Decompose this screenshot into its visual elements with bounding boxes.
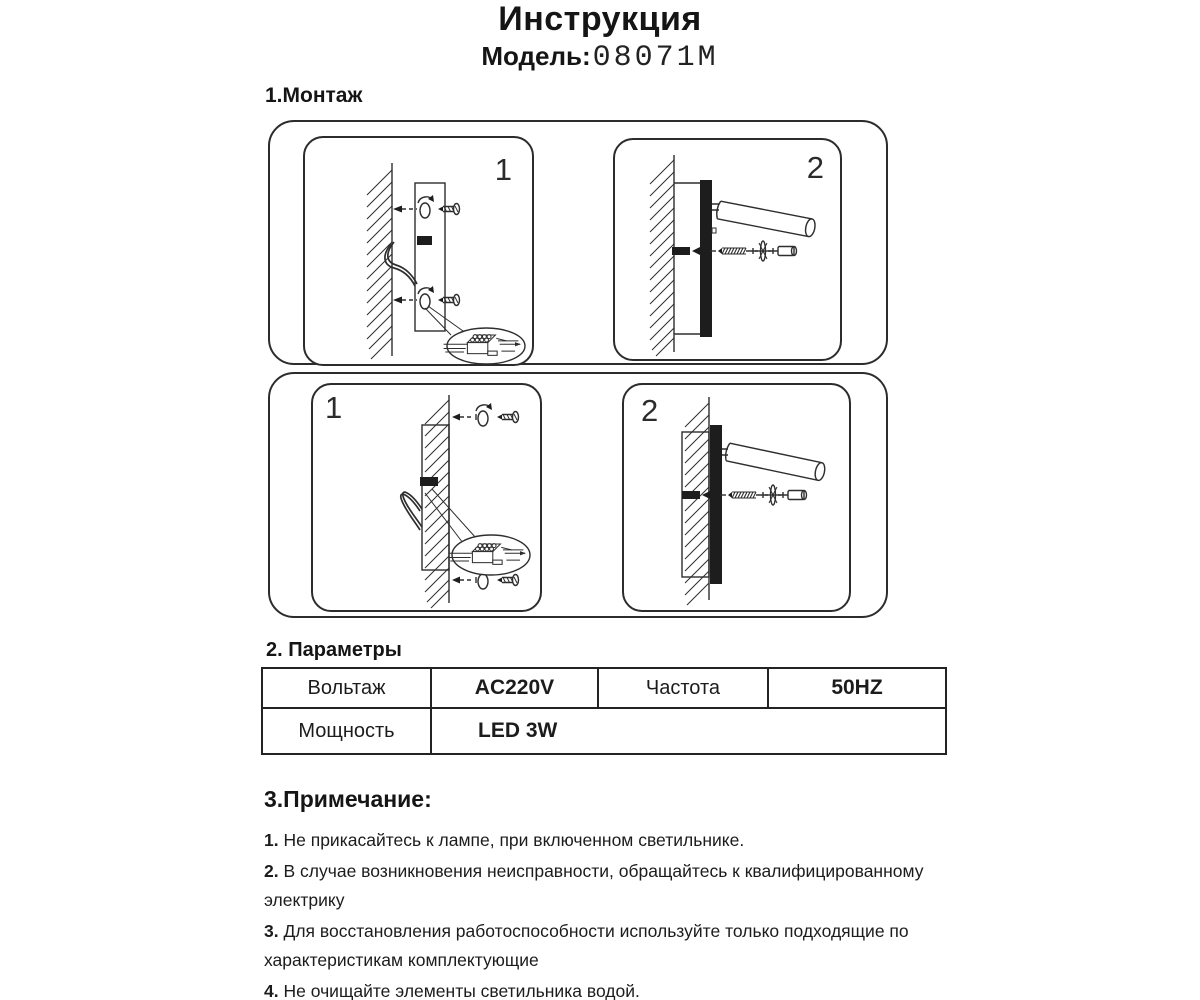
table-row bbox=[262, 708, 946, 754]
diagram-panel-step1-variant2 bbox=[311, 383, 542, 612]
note-item bbox=[264, 857, 954, 915]
page-title: Инструкция bbox=[498, 0, 702, 38]
step-number: 2 bbox=[806, 150, 824, 185]
wall-and-fixture bbox=[650, 155, 816, 356]
diagram-panel-step2-variant1 bbox=[613, 138, 842, 361]
note-text: В случае возникновения неисправности, обращайтесь к квалифицированному электрику bbox=[264, 861, 924, 910]
detail-callout-lines bbox=[425, 489, 476, 543]
fixture-backplate bbox=[700, 180, 712, 337]
section-heading-parameters: 2. Параметры bbox=[266, 639, 402, 661]
screw-and-keyhole bbox=[452, 403, 519, 426]
param-label-voltage: Вольтаж bbox=[262, 668, 431, 708]
note-number: 3. bbox=[264, 921, 279, 941]
parameters-table bbox=[261, 667, 947, 755]
wall-anchor bbox=[672, 247, 690, 255]
junction-block bbox=[417, 236, 432, 245]
param-value-frequency: 50HZ bbox=[768, 668, 946, 708]
note-number: 2. bbox=[264, 861, 279, 881]
diagram-panel-step2-variant2 bbox=[622, 383, 851, 612]
diagram-panel-step1-variant1 bbox=[303, 136, 534, 366]
wall-and-plate bbox=[401, 395, 530, 608]
wall-hatch bbox=[650, 160, 674, 356]
lamp-head-cylinder bbox=[724, 443, 826, 481]
expansion-screw bbox=[718, 241, 797, 261]
step-number: 1 bbox=[325, 390, 343, 425]
insert-arrow bbox=[692, 247, 700, 255]
note-item bbox=[264, 917, 954, 975]
recessed-plate bbox=[682, 432, 709, 577]
model-number: 08071M bbox=[592, 41, 719, 75]
step-number: 2 bbox=[641, 393, 659, 428]
note-text: Не очищайте элементы светильника водой. bbox=[283, 981, 640, 1000]
table-row bbox=[262, 668, 946, 708]
notes-list bbox=[264, 826, 954, 1000]
param-label-frequency: Частота bbox=[598, 668, 768, 708]
step-number: 1 bbox=[494, 152, 512, 187]
fixture-backplate bbox=[710, 425, 722, 584]
section-heading-notes: 3.Примечание: bbox=[264, 786, 432, 812]
junction-block bbox=[420, 477, 438, 486]
model-label: Модель: bbox=[481, 41, 591, 71]
lamp-head-cylinder bbox=[715, 201, 816, 238]
plate-side-lines bbox=[674, 183, 700, 334]
note-item bbox=[264, 977, 954, 1000]
clip-mark bbox=[712, 228, 716, 233]
param-value-voltage: AC220V bbox=[431, 668, 598, 708]
expansion-screw bbox=[728, 485, 807, 505]
wall-plate-wiring-drawing bbox=[313, 385, 540, 610]
note-item bbox=[264, 826, 954, 855]
wall-and-plate bbox=[367, 163, 525, 364]
note-number: 4. bbox=[264, 981, 279, 1000]
wall-hatch bbox=[685, 403, 709, 605]
section-heading-mounting: 1.Монтаж bbox=[265, 84, 363, 107]
note-text: Не прикасайтесь к лампе, при включенном светильнике. bbox=[283, 830, 745, 850]
wall-anchor bbox=[682, 491, 700, 499]
param-value-power: LED 3W bbox=[431, 708, 946, 754]
wall-and-fixture bbox=[682, 397, 826, 605]
note-text: Для восстановления работоспособности используйте только подходящие по характеристикам комплектующие bbox=[264, 921, 909, 970]
model-line bbox=[0, 41, 1200, 75]
mounting-plate bbox=[415, 183, 445, 331]
note-number: 1. bbox=[264, 830, 279, 850]
param-label-power: Мощность bbox=[262, 708, 431, 754]
